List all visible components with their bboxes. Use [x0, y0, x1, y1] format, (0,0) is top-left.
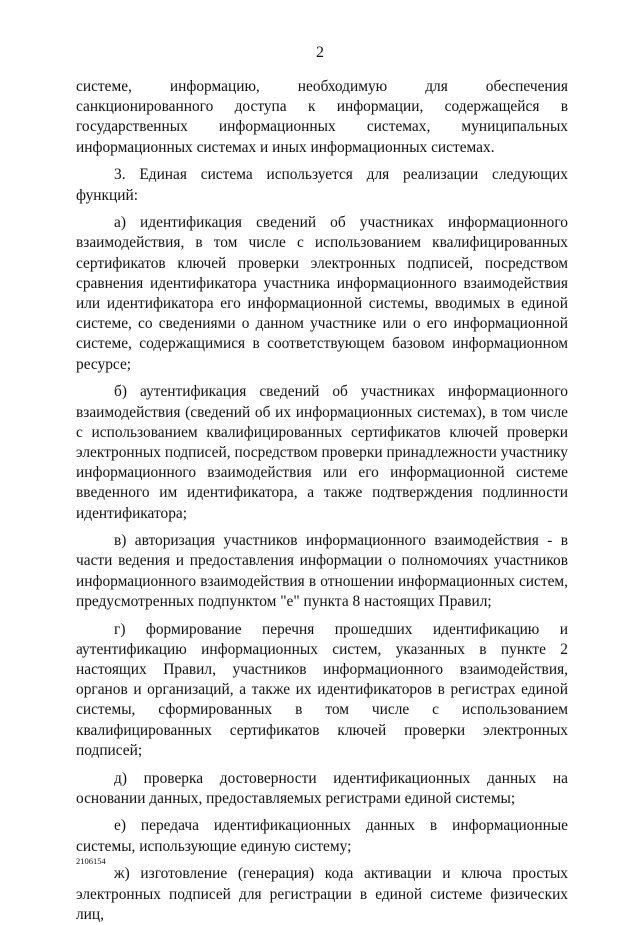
paragraph-subitem-a: а) идентификация сведений об участниках информационного взаимодействия, в том числе с использованием квалифицированных сертификатов ключей проверки электронных подписей, посредством сравнения идентификатора участника информационного взаимодействия или идентификатора его информационной системы, вводимых в единой системе, со сведениями о данном участнике или о его информационной системе, содержащимися в соответствующем базовом информационном ресурсе; — [76, 214, 568, 373]
paragraph-subitem-g: г) формирование перечня прошедших идентификацию и аутентификацию информационных систем, указанных в пункте 2 настоящих Правил, участников информационного взаимодействия, органов и организаций, а также их идентификаторов в регистрах единой системы, сформированных в том числе с использованием квалифицированных сертификатов ключей проверки электронных подписей; — [76, 620, 568, 759]
document-code: 2106154 — [76, 856, 106, 866]
document-body — [76, 77, 568, 925]
paragraph-continuation: системе, информацию, необходимую для обеспечения санкционированного доступа к информации, содержащейся в государственных информационных системах, муниципальных информационных системах и иных информационных системах. — [76, 78, 568, 156]
paragraph-subitem-zh: ж) изготовление (генерация) кода активации и ключа простых электронных подписей для регистрации в единой системе физических лиц, — [76, 865, 568, 923]
paragraph-item-3: 3. Единая система используется для реализации следующих функций: — [76, 166, 568, 204]
paragraph-subitem-e: е) передача идентификационных данных в информационные системы, использующие единую систему; — [76, 817, 568, 855]
paragraph-subitem-b: б) аутентификация сведений об участниках информационного взаимодействия (сведений об их информационных системах), в том числе с использованием квалифицированных сертификатов ключей проверки электронных подписей, посредством проверки принадлежности участнику информационного взаимодействия или его информационной системе введенного им идентификатора, а также подтверждения подлинности идентификатора; — [76, 383, 568, 522]
paragraph-subitem-d: д) проверка достоверности идентификационных данных на основании данных, предоставляемых регистрами единой системы; — [76, 769, 568, 807]
page-number: 2 — [316, 44, 324, 61]
paragraph-subitem-v: в) авторизация участников информационного взаимодействия - в части ведения и предоставления информации о полномочиях участников информационного взаимодействия в отношении информационных систем, предусмотренных подпунктом "е" пункта 8 настоящих Правил; — [76, 532, 568, 610]
